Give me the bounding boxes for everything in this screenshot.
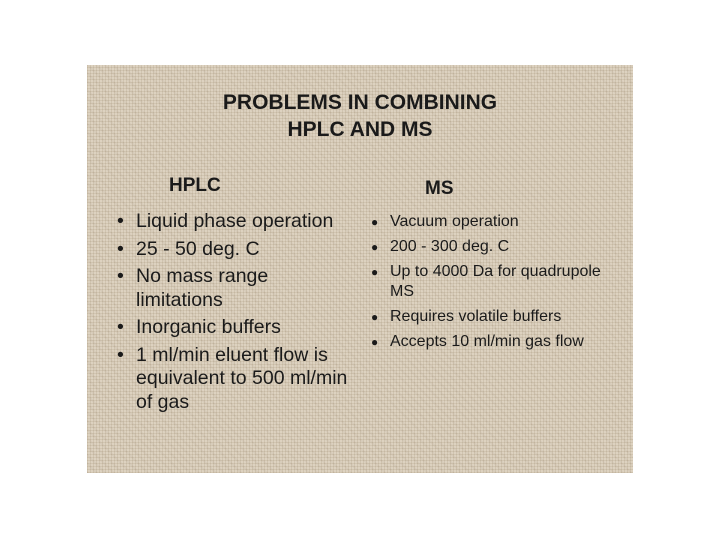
- slide: [87, 65, 633, 473]
- list-item: [369, 307, 629, 327]
- list-item: [115, 238, 355, 262]
- bullet-icon: ●: [371, 265, 379, 279]
- list-item-text: Up to 4000 Da for quadrupole MS: [390, 263, 601, 300]
- ms-list: [369, 212, 629, 357]
- title-line-1: PROBLEMS IN COMBINING: [222, 91, 498, 114]
- bullet-icon: •: [117, 265, 124, 287]
- list-item-text: Accepts 10 ml/min gas flow: [390, 333, 584, 350]
- list-item: [115, 316, 355, 340]
- list-item-text: 200 - 300 deg. C: [390, 238, 510, 255]
- list-item-text: Vacuum operation: [390, 213, 519, 230]
- bullet-icon: ●: [371, 310, 379, 324]
- list-item-text: Inorganic buffers: [136, 316, 281, 338]
- list-item-text: Liquid phase operation: [136, 210, 334, 232]
- list-item-text: Requires volatile buffers: [390, 308, 562, 325]
- bullet-icon: •: [117, 343, 124, 366]
- list-item-text: No mass range limitations: [136, 265, 269, 311]
- hplc-list: [115, 210, 355, 418]
- bullet-icon: •: [117, 237, 124, 260]
- list-item: [115, 344, 355, 415]
- list-item: [369, 262, 629, 302]
- title-line-2: HPLC AND MS: [287, 118, 433, 141]
- list-item: [115, 210, 355, 234]
- list-item: [369, 237, 629, 257]
- slide-title: [87, 89, 633, 143]
- bullet-icon: ●: [371, 215, 379, 229]
- bullet-icon: ●: [371, 240, 379, 254]
- list-item-text: 25 - 50 deg. C: [136, 237, 260, 260]
- list-item-text: 1 ml/min eluent flow is equivalent to 500 ml/min of gas: [136, 343, 348, 413]
- list-item: [115, 265, 355, 312]
- list-item: [369, 332, 629, 352]
- ms-heading: MS: [425, 178, 454, 199]
- hplc-heading: HPLC: [169, 175, 221, 196]
- bullet-icon: •: [117, 316, 124, 338]
- bullet-icon: ●: [371, 335, 379, 349]
- bullet-icon: •: [117, 210, 124, 232]
- list-item: [369, 212, 629, 232]
